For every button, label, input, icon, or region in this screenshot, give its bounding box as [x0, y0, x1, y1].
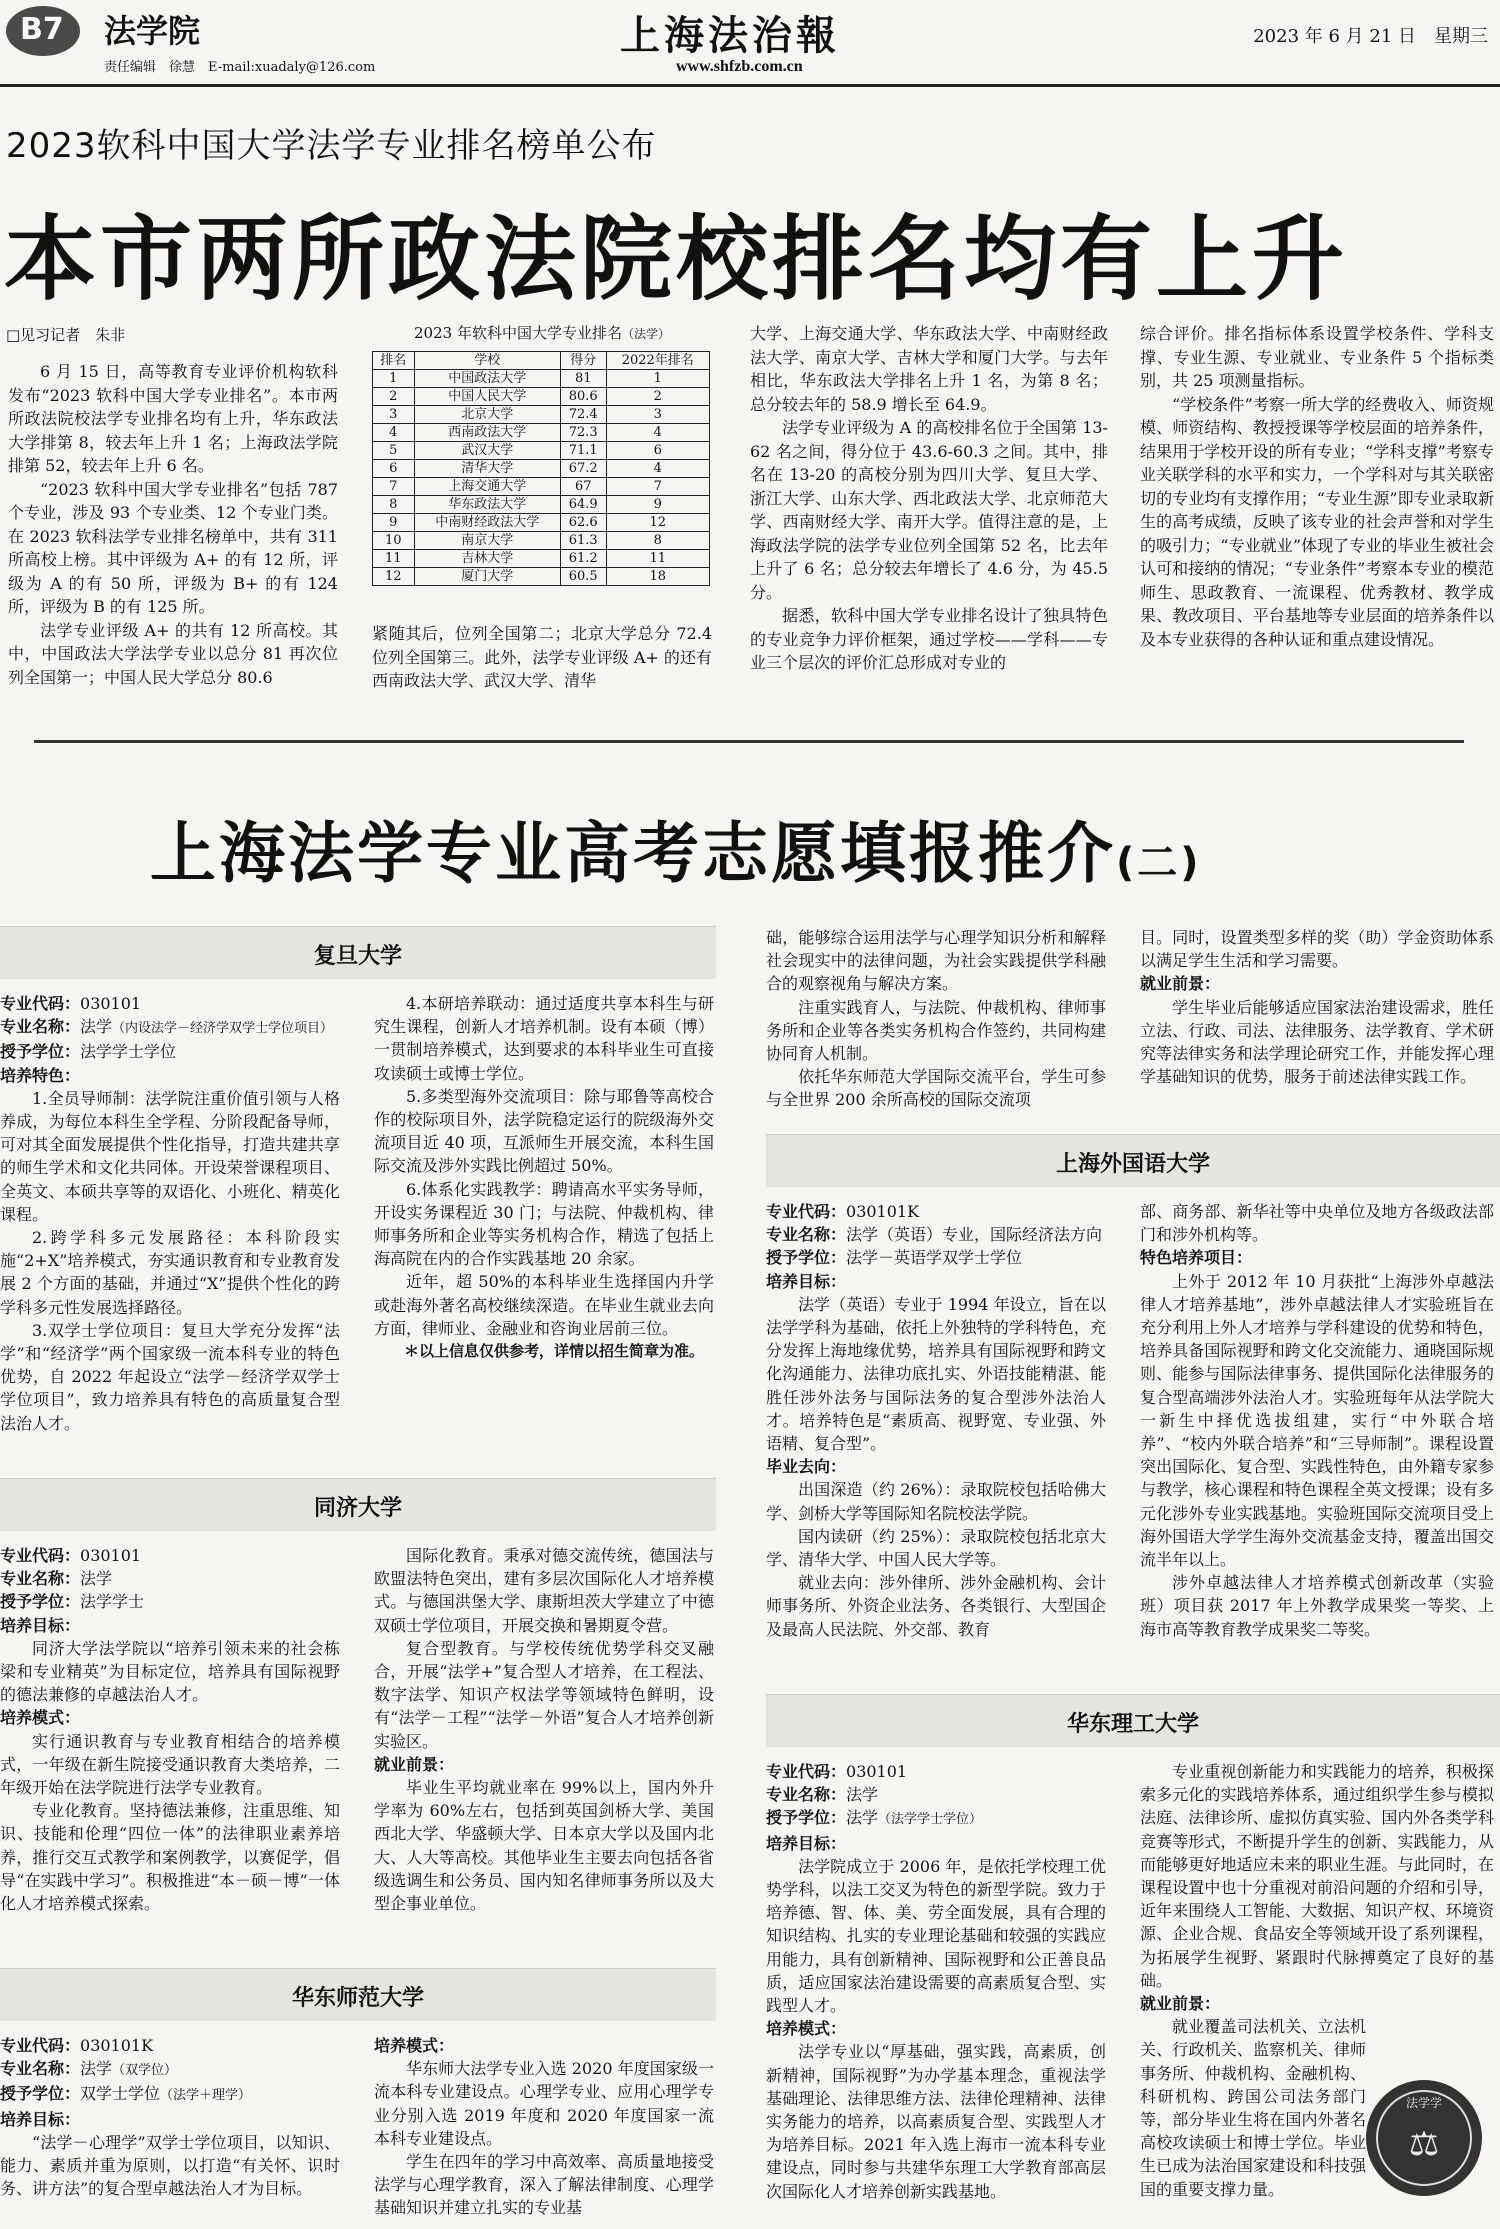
table-cell: 72.3	[560, 424, 606, 442]
table-cell: 11	[606, 550, 710, 568]
paragraph: 华东师大法学专业入选 2020 年度国家级一流本科专业建设点。心理学专业、应用心理学专业分别入选 2019 年度和 2020 年度国家一流本科专业建设点。	[374, 2059, 714, 2148]
table-row	[373, 496, 710, 514]
table-cell: 80.6	[560, 388, 606, 406]
table-cell: 2	[606, 388, 710, 406]
paragraph: 法学院成立于 2006 年，是依托学校理工优势学科，以法工交叉为特色的新型学院。致力于培养德、智、体、美、劳全面发展，具有合理的知识结构、扎实的专业理论基础和较强的实践应用能力，具有创新精神、国际视野和公正善良品质，适应国家法治建设需要的高素质复合型、实践型人才。	[766, 1856, 1106, 2016]
disclaimer-note: ＊以上信息仅供参考，详情以招生简章为准。	[404, 1342, 705, 1361]
table-cell: 8	[373, 496, 415, 514]
table-cell: 60.5	[560, 568, 606, 586]
paragraph: 紧随其后，位列全国第二；北京大学总分 72.4 位列全国第三。此外，法学专业评级 A+ 的还有西南政法大学、武汉大学、清华	[372, 624, 712, 690]
table-cell: 12	[373, 568, 415, 586]
table-cell: 3	[373, 406, 415, 424]
paragraph: 国内读研（约 25%）：录取院校包括北京大学、清华大学、中国人民大学等。	[766, 1526, 1106, 1570]
law-school-seal-icon	[1366, 2080, 1482, 2196]
sisu-column-2: 部、商务部、新华社等中央单位及地方各级政法部门和涉外机构等。 特色培养项目： 上外于 2012 年 10 月获批“上海涉外卓越法律人才培养基地”，涉外卓越法律人才实验班旨在充分利用上外人才培养与学科建设的优势和特色，培养具备国际视野和跨文化交流能力、通晓国际规则、能参与国际法律事务、提供国际化法律服务的复合型高端涉外法治人才。实验班每年从法学院大一新生中择优选拔组建，实行“中外联合培养”、“校内外联合培养”和“三导师制”。课程设置突出国际化、复合型、实践性特色，由外籍专家参与教学，核心课程和特色课程全英文授课；设有多元化涉外专业实践基地。实验班国际交流项目受上海外国语大学学生海外交流基金支持，覆盖出国交流半年以上。 涉外卓越法律人才培养模式创新改革（实验班）项目获 2017 年上外教学成果奖一等奖、上海市高等教育教学成果奖二等奖。	[1140, 1200, 1494, 1641]
paragraph: 依托华东师范大学国际交流平台，学生可参与全世界 200 余所高校的国际交流项	[766, 1067, 1106, 1110]
table-row	[373, 388, 710, 406]
table-cell: 62.6	[560, 514, 606, 532]
ecnu-column-1: 专业代码：030101K 专业名称：法学（双学位） 授予学位：双学士学位（法学＋理学） 培养目标： “法学－心理学”双学士学位项目，以知识、能力、素质并重为原则，以打造“有关怀、识时务、讲方法”的复合型卓越法治人才为目标。	[0, 2034, 340, 2200]
article1-headline: 本市两所政法院校排名均有上升	[4, 206, 1349, 313]
page-header	[0, 0, 1500, 82]
table-cell: 西南政法大学	[414, 424, 560, 442]
section-divider	[34, 740, 1464, 743]
table-cell: 6	[373, 460, 415, 478]
table-cell: 1	[606, 370, 710, 388]
table-row	[373, 550, 710, 568]
paragraph: 近年，超 50%的本科毕业生选择国内升学或赴海外著名高校继续深造。在毕业生就业去向方面，律师业、金融业和咨询业居前三位。	[374, 1272, 714, 1338]
ranking-table-block	[372, 322, 712, 586]
paragraph: 涉外卓越法律人才培养模式创新改革（实验班）项目获 2017 年上外教学成果奖一等奖、上海市高等教育教学成果奖二等奖。	[1140, 1573, 1494, 1639]
table-cell: 中国人民大学	[414, 388, 560, 406]
table-cell: 武汉大学	[414, 442, 560, 460]
paragraph: 2.跨学科多元发展路径：本科阶段实施“2+X”培养模式，夯实通识教育和专业教育发展 2 个方面的基础，并通过“X”提供个性化的跨学科多元性发展选择路径。	[0, 1228, 340, 1317]
university-name: 华东师范大学	[291, 1985, 424, 2011]
paragraph: 部、商务部、新华社等中央单位及地方各级政法部门和涉外机构等。	[1140, 1202, 1494, 1245]
table-row	[373, 424, 710, 442]
page-number: B7	[20, 12, 64, 47]
paragraph: 就业覆盖司法机关、立法机关、行政机关、监察机关、律师事务所、仲裁机构、金融机构、科研机构、跨国公司法务部门等，部分毕业生将在国内外著名高校攻读硕士和博士学位。毕业生已成为法治国家建设和科技强国的重要支撑力量。	[1140, 2017, 1366, 2199]
article1-column-1	[8, 360, 338, 689]
table-cell: 72.4	[560, 406, 606, 424]
col-header-rank: 排名	[373, 352, 415, 370]
table-cell: 8	[606, 532, 710, 550]
table-row	[373, 568, 710, 586]
fudan-column-2	[374, 992, 714, 1363]
ecnu-column-4: 目。同时，设置类型多样的奖（助）学金资助体系以满足学生生活和学习需要。 就业前景： 学生毕业后能够适应国家法治建设需求，胜任立法、行政、司法、法律服务、法学教育、学术研究等法律实务和法学理论研究工作，并能发挥心理学基础知识的优势，服务于前述法律实践工作。	[1140, 926, 1494, 1088]
article1-column-4	[1140, 322, 1494, 651]
paragraph: 就业去向：涉外律所、涉外金融机构、会计师事务所、外资企业法务、各类银行、大型国企及最高人民法院、外交部、教育	[766, 1573, 1106, 1639]
paragraph: 法学专业以“厚基础，强实践，高素质，创新精神，国际视野”为办学基本理念，重视法学基础理论、法律思维方法、法律伦理精神、法律实务能力的培养，以高素质复合型、实践型人才为培养目标。2021 年入选上海市一流本科专业建设点，同时参与共建华东理工大学教育部高层次国际化人才培养创新实践基地。	[766, 2042, 1106, 2201]
article1-column-2	[372, 622, 712, 693]
paragraph: 同济大学法学院以“培养引领未来的社会栋梁和专业精英”为目标定位，培养具有国际视野的德法兼修的卓越法治人才。	[0, 1638, 340, 1705]
table-cell: 4	[606, 460, 710, 478]
table-cell: 9	[606, 496, 710, 514]
article1-column-3	[750, 322, 1108, 675]
university-header-ecnu	[0, 1968, 716, 2021]
university-name: 复旦大学	[313, 943, 402, 969]
table-cell: 6	[606, 442, 710, 460]
paragraph: 综合评价。排名指标体系设置学校条件、学科支撑、专业生源、专业就业、专业条件 5 个指标类别，共 25 项测量指标。	[1140, 324, 1494, 390]
table-cell: 64.9	[560, 496, 606, 514]
table-row	[373, 460, 710, 478]
table-row	[373, 370, 710, 388]
paragraph: 1.全员导师制：法学院注重价值引领与人格养成，为每位本科生全学程、分阶段配备导师，可对其全面发展提供个性化指导，打造共建共享的师生学术和文化共同体。开设荣誉课程项目、全英文、本硕共享等的双语化、小班化、精英化课程。	[0, 1088, 340, 1224]
table-cell: 67	[560, 478, 606, 496]
table-cell: 61.2	[560, 550, 606, 568]
sisu-column-1: 专业代码：030101K 专业名称：法学（英语）专业，国际经济法方向 授予学位：法学－英语学双学士学位 培养目标： 法学（英语）专业于 1994 年设立，旨在以法学学科为基础，依托上外独特的学科特色，充分发挥上海地缘优势，培养具有国际视野和跨文化沟通能力、法律功底扎实、外语技能精湛、能胜任涉外法务与国际法务的复合型涉外法治人才。培养特色是“素质高、视野宽、专业强、外语精、复合型”。 毕业去向： 出国深造（约 26%）：录取院校包括哈佛大学、剑桥大学等国际知名院校法学院。 国内读研（约 25%）：录取院校包括北京大学、清华大学、中国人民大学等。 就业去向：涉外律所、涉外金融机构、会计师事务所、外资企业法务、各类银行、大型国企及最高人民法院、外交部、教育	[766, 1200, 1106, 1641]
table-cell: 61.3	[560, 532, 606, 550]
paragraph: 4.本研培养联动：通过适度共享本科生与研究生课程，创新人才培养机制。设有本硕（博）一贯制培养模式，达到要求的本科毕业生可直接攻读硕士或博士学位。	[374, 994, 714, 1083]
table-cell: 12	[606, 514, 710, 532]
article1-subtitle: 2023软科中国大学法学专业排名榜单公布	[6, 126, 657, 166]
table-cell: 1	[373, 370, 415, 388]
table-row	[373, 478, 710, 496]
table-cell: 9	[373, 514, 415, 532]
ranking-table-title: 2023 年软科中国大学专业排名（法学）	[414, 324, 670, 342]
seal-text: 法学学	[1405, 2096, 1442, 2110]
table-cell: 4	[373, 424, 415, 442]
table-cell: 7	[606, 478, 710, 496]
table-cell: 3	[606, 406, 710, 424]
table-cell: 北京大学	[414, 406, 560, 424]
table-cell: 67.2	[560, 460, 606, 478]
table-header-row	[373, 352, 710, 370]
paragraph: 学生在四年的学习中高效率、高质量地接受法学与心理学教育，深入了解法律制度、心理学基础知识并建立扎实的专业基	[374, 2152, 714, 2218]
table-cell: 7	[373, 478, 415, 496]
table-row	[373, 532, 710, 550]
col-header-last-year: 2022年排名	[606, 352, 710, 370]
ranking-table-title-note: （法学）	[621, 327, 670, 341]
page-number-badge	[6, 6, 80, 56]
table-row	[373, 514, 710, 532]
table-cell: 10	[373, 532, 415, 550]
paragraph: 6.体系化实践教学：聘请高水平实务导师，开设实务课程近 30 门；与法院、仲裁机构、律师事务所和企业等实务机构合作，精选了包括上海高院在内的合作实践基地 20 余家。	[374, 1179, 714, 1269]
table-cell: 南京大学	[414, 532, 560, 550]
paragraph: 大学、上海交通大学、华东政法大学、中南财经政法大学、南京大学、吉林大学和厦门大学。与去年相比，华东政法大学排名上升 1 名，为第 8 名；总分较去年的 58.9 增长至 64.9。	[750, 324, 1108, 414]
table-cell: 华东政法大学	[414, 496, 560, 514]
university-name: 上海外国语大学	[1055, 1151, 1210, 1177]
table-cell: 厦门大学	[414, 568, 560, 586]
paragraph: 6 月 15 日，高等教育专业评价机构软科发布“2023 软科中国大学专业排名”。本市两所政法院校法学专业排名均有上升，华东政法大学排第 8，较去年上升 1 名；上海政法学院排第 52，较去年上升 6 名。	[8, 362, 338, 475]
paragraph: 据悉，软科中国大学专业排名设计了独具特色的专业竞争力评价框架，通过学校——学科——专业三个层次的评价汇总形成对专业的	[750, 606, 1108, 672]
paragraph: “学校条件”考察一所大学的经费收入、师资规模、师资结构、教授授课等学校层面的培养条件，结果用于学校开设的所有专业；“学科支撑”考察专业关联学科的水平和实力，一个学科对与其关联密切的专业均有支撑作用；“专业生源”即专业录取新生的高考成绩，反映了该专业的社会声誉和对学生的吸引力；“专业就业”体现了专业的毕业生被社会认可和接纳的情况；“专业条件”考察本专业的模范师生、思政教育、一流课程、优秀教材、教学成果、教改项目、平台基地等专业层面的培养条件以及本专业获得的各种认证和重点建设情况。	[1140, 394, 1494, 649]
paragraph: 复合型教育。与学校传统优势学科交叉融合，开展“法学+”复合型人才培养，在工程法、数字法学、知识产权法学等领域特色鲜明，设有“法学－工程”“法学－外语”复合人才培养创新实验区。	[374, 1638, 714, 1751]
fudan-column-1: 专业代码：030101 专业名称：法学（内设法学－经济学双学士学位项目） 授予学位：法学学士学位 培养特色： 1.全员导师制：法学院注重价值引领与人格养成，为每位本科生全学程、分阶段配备导师，可对其全面发展提供个性化指导，打造共建共享的师生学术和文化共同体。开设荣誉课程项目、全英文、本硕共享等的双语化、小班化、精英化课程。 2.跨学科多元发展路径：本科阶段实施“2+X”培养模式，夯实通识教育和专业教育发展 2 个方面的基础，并通过“X”提供个性化的跨学科多元性发展选择路径。 3.双学士学位项目：复旦大学充分发挥“法学”和“经济学”两个国家级一流本科专业的特色优势，自 2022 年起设立“法学－经济学双学士学位项目”，致力培养具有特色的高质量复合型法治人才。	[0, 992, 340, 1435]
table-cell: 71.1	[560, 442, 606, 460]
paragraph: 法学专业评级 A+ 的共有 12 所高校。其中，中国政法大学法学专业以总分 81 再次位列全国第一；中国人民大学总分 80.6	[8, 620, 338, 687]
ecnu-column-3	[766, 926, 1106, 1112]
paragraph: 学生毕业后能够适应国家法治建设需求，胜任立法、行政、司法、法律服务、法学教育、学术研究等法律实务和法学理论研究工作，并能发挥心理学基础知识的优势，服务于前述法律实践工作。	[1140, 997, 1494, 1087]
tongji-column-2: 国际化教育。秉承对德交流传统，德国法与欧盟法特色突出，建有多层次国际化人才培养模式。与德国洪堡大学、康斯坦茨大学建立了中德双硕士学位项目，开展交换和暑期夏令营。 复合型教育。与学校传统优势学科交叉融合，开展“法学+”复合型人才培养，在工程法、数字法学、知识产权法学等领域特色鲜明，设有“法学－工程”“法学－外语”复合人才培养创新实验区。 就业前景： 毕业生平均就业率在 99%以上，国内外升学率为 60%左右，包括到英国剑桥大学、美国西北大学、华盛顿大学、日本京大学以及国内北大、人大等高校。其他毕业生主要去向包括各省级选调生和公务员、国内知名律师事务所以及大型企事业单位。	[374, 1544, 714, 1915]
paragraph: 出国深造（约 26%）：录取院校包括哈佛大学、剑桥大学等国际知名院校法学院。	[766, 1480, 1106, 1523]
paragraph: 上外于 2012 年 10 月获批“上海涉外卓越法律人才培养基地”，涉外卓越法律人才实验班旨在充分利用上外人才培养与学科建设的优势和特色，培养具备国际视野和跨文化交流能力、通晓国际规则、能参与国际法律事务、提供国际化法律服务的复合型高端涉外法治人才。实验班每年从法学院大一新生中择优选拔组建，实行“中外联合培养”、“校内外联合培养”和“三导师制”。课程设置突出国际化、复合型、实践性特色，由外籍专家参与教学，核心课程和特色课程全英文授课；设有多元化涉外专业实践基地。实验班国际交流项目受上海外国语大学学生海外交流基金支持，覆盖出国交流半年以上。	[1140, 1271, 1494, 1570]
paragraph: 5.多类型海外交流项目：除与耶鲁等高校合作的校际项目外，法学院稳定运行的院级海外交流项目近 40 项，互派师生开展交流，本科生国际交流及涉外实践比例超过 50%。	[374, 1086, 714, 1176]
university-name: 同济大学	[313, 1495, 402, 1521]
table-cell: 上海交通大学	[414, 478, 560, 496]
table-cell: 4	[606, 424, 710, 442]
table-cell: 81	[560, 370, 606, 388]
table-cell: 中南财经政法大学	[414, 514, 560, 532]
article1-byline: □见习记者 朱非	[6, 326, 126, 344]
issue-date: 2023 年 6 月 21 日 星期三	[1253, 26, 1488, 47]
paragraph: “2023 软科中国大学专业排名”包括 787 个专业，涉及 93 个专业类、12 个专业门类。在 2023 软科法学专业排名榜单中，共有 311 所高校上榜。其中评级为 A+ 的有 12 所，评级为 A 的有 50 所，评级为 B+ 的有 124 所，评级为 B 的有 125 所。	[8, 479, 338, 616]
ecnu-column-2: 培养模式： 华东师大法学专业入选 2020 年度国家级一流本科专业建设点。心理学专业、应用心理学专业分别入选 2019 年度和 2020 年度国家一流本科专业建设点。 学生在四年的学习中高效率、高质量地接受法学与心理学教育，深入了解法律制度、心理学基础知识并建立扎实的专业基	[374, 2034, 714, 2220]
paragraph: 实行通识教育与专业教育相结合的培养模式，一年级在新生院接受通识教育大类培养，二年级开始在法学院进行法学专业教育。	[0, 1731, 340, 1798]
paragraph: 法学专业评级为 A 的高校排名位于全国第 13-62 名之间，得分位于 43.6-60.3 之间。其中，排名在 13-20 的高校分别为四川大学、复旦大学、浙江大学、山东大学、西北政法大学、北京师范大学、西南财经大学、南开大学。值得注意的是，上海政法学院的法学专业位列全国第 52 名，比去年上升了 6 名；总分较去年增长了 4.6 分，为 45.5 分。	[750, 418, 1108, 602]
paragraph: 注重实践育人，与法院、仲裁机构、律师事务所和企业等各类实务机构合作签约，共同构建协同育人机制。	[766, 997, 1106, 1064]
table-row	[373, 442, 710, 460]
article2-part: (二)	[1116, 840, 1202, 886]
table-row	[373, 406, 710, 424]
ecust-column-2: 专业重视创新能力和实践能力的培养，积极探索多元化的实践培养体系，通过组织学生参与模拟法庭、法律诊所、虚拟仿真实验、国内外各类学科竞赛等形式，不断提升学生的创新、实践能力，从而能够更好地适应未来的职业生涯。与此同时，在课程设置中也十分重视对前沿问题的介绍和引导，近年来围绕人工智能、大数据、知识产权、环境资源、企业合规、食品安全等领域开设了系列课程，为拓展学生视野、紧跟时代脉搏奠定了良好的基础。 就业前景： 就业覆盖司法机关、立法机关、行政机关、监察机关、律师事务所、仲裁机构、金融机构、科研机构、跨国公司法务部门等，部分毕业生将在国内外著名高校攻读硕士和博士学位。毕业生已成为法治国家建设和科技强国的重要支撑力量。	[1140, 1760, 1494, 2201]
col-header-score: 得分	[560, 352, 606, 370]
table-cell: 18	[606, 568, 710, 586]
ranking-table	[372, 351, 710, 586]
university-name: 华东理工大学	[1066, 1711, 1199, 1737]
table-cell: 中国政法大学	[414, 370, 560, 388]
paragraph: 法学（英语）专业于 1994 年设立，旨在以法学学科为基础，依托上外独特的学科特色，充分发挥上海地缘优势，培养具有国际视野和跨文化沟通能力、法律功底扎实、外语技能精湛、能胜任涉外法务与国际法务的复合型涉外法治人才。培养特色是“素质高、视野宽、专业强、外语精、复合型”。	[766, 1294, 1106, 1454]
paragraph: 专业化教育。坚持德法兼修，注重思维、知识、技能和伦理“四位一体”的法律职业素养培养，推行交互式教学和案例教学，以赛促学，倡导“在实践中学习”。积极推进“本－硕－博”一体化人才培养模式探索。	[0, 1801, 340, 1914]
col-header-school: 学校	[414, 352, 560, 370]
university-header-ecust	[766, 1694, 1500, 1747]
ecust-column-1: 专业代码：030101 专业名称：法学 授予学位：法学（法学学士学位） 培养目标： 法学院成立于 2006 年，是依托学校理工优势学科，以法工交叉为特色的新型学院。致力于培养德、智、体、美、劳全面发展，具有合理的知识结构、扎实的专业理论基础和较强的实践应用能力，具有创新精神、国际视野和公正善良品质，适应国家法治建设需要的高素质复合型、实践型人才。 培养模式： 法学专业以“厚基础，强实践，高素质，创新精神，国际视野”为办学基本理念，重视法学基础理论、法律思维方法、法律伦理精神、法律实务能力的培养，以高素质复合型、实践型人才为培养目标。2021 年入选上海市一流本科专业建设点，同时参与共建华东理工大学教育部高层次国际化人才培养创新实践基地。	[766, 1760, 1106, 2203]
university-header-sisu	[766, 1134, 1500, 1187]
paragraph: 毕业生平均就业率在 99%以上，国内外升学率为 60%左右，包括到英国剑桥大学、美国西北大学、华盛顿大学、日本京大学以及国内北大、人大等高校。其他毕业生主要去向包括各省级选调生和公务员、国内知名律师事务所以及大型企事业单位。	[374, 1778, 714, 1914]
header-rule	[0, 84, 1500, 87]
table-cell: 11	[373, 550, 415, 568]
paragraph: 目。同时，设置类型多样的奖（助）学金资助体系以满足学生生活和学习需要。	[1140, 928, 1494, 971]
masthead-logo: 上海法治報	[620, 12, 840, 59]
table-cell: 2	[373, 388, 415, 406]
masthead-url[interactable]: www.shfzb.com.cn	[676, 58, 803, 75]
paragraph: 3.双学士学位项目：复旦大学充分发挥“法学”和“经济学”两个国家级一流本科专业的特色优势，自 2022 年起设立“法学－经济学双学士学位项目”，致力培养具有特色的高质量复合型法治人才。	[0, 1320, 340, 1433]
paragraph: 专业重视创新能力和实践能力的培养，积极探索多元化的实践培养体系，通过组织学生参与模拟法庭、法律诊所、虚拟仿真实验、国内外各类学科竞赛等形式，不断提升学生的创新、实践能力，从而能够更好地适应未来的职业生涯。与此同时，在课程设置中也十分重视对前沿问题的介绍和引导，近年来围绕人工智能、大数据、知识产权、环境资源、企业合规、食品安全等领域开设了系列课程，为拓展学生视野、紧跟时代脉搏奠定了良好的基础。	[1140, 1762, 1494, 1990]
table-cell: 5	[373, 442, 415, 460]
tongji-column-1: 专业代码：030101 专业名称：法学 授予学位：法学学士 培养目标： 同济大学法学院以“培养引领未来的社会栋梁和专业精英”为目标定位，培养具有国际视野的德法兼修的卓越法治人才。 培养模式： 实行通识教育与专业教育相结合的培养模式，一年级在新生院接受通识教育大类培养，二年级开始在法学院进行法学专业教育。 专业化教育。坚持德法兼修，注重思维、知识、技能和伦理“四位一体”的法律职业素养培养，推行交互式教学和案例教学，以赛促学，倡导“在实践中学习”。积极推进“本－硕－博”一体化人才培养模式探索。	[0, 1544, 340, 1915]
university-header-tongji	[0, 1478, 716, 1531]
table-cell: 吉林大学	[414, 550, 560, 568]
section-name: 法学院	[104, 12, 201, 50]
table-cell: 清华大学	[414, 460, 560, 478]
paragraph: 国际化教育。秉承对德交流传统，德国法与欧盟法特色突出，建有多层次国际化人才培养模式。与德国洪堡大学、康斯坦茨大学建立了中德双硕士学位项目，开展交换和暑期夏令营。	[374, 1546, 714, 1635]
article2-headline: 上海法学专业高考志愿填报推介(二)	[150, 815, 1202, 892]
university-header-fudan	[0, 926, 716, 979]
editor-line: 责任编辑 徐慧 E-mail:xuadaly@126.com	[104, 60, 376, 75]
paragraph: “法学－心理学”双学士学位项目，以知识、能力、素质并重为原则，以打造“有关怀、识时务、讲方法”的复合型卓越法治人才为目标。	[0, 2132, 340, 2199]
scales-of-justice-icon: ⚖	[1408, 2124, 1440, 2164]
paragraph: 础，能够综合运用法学与心理学知识分析和解释社会现实中的法律问题，为社会实践提供学科融合的观察视角与解决方案。	[766, 928, 1106, 994]
